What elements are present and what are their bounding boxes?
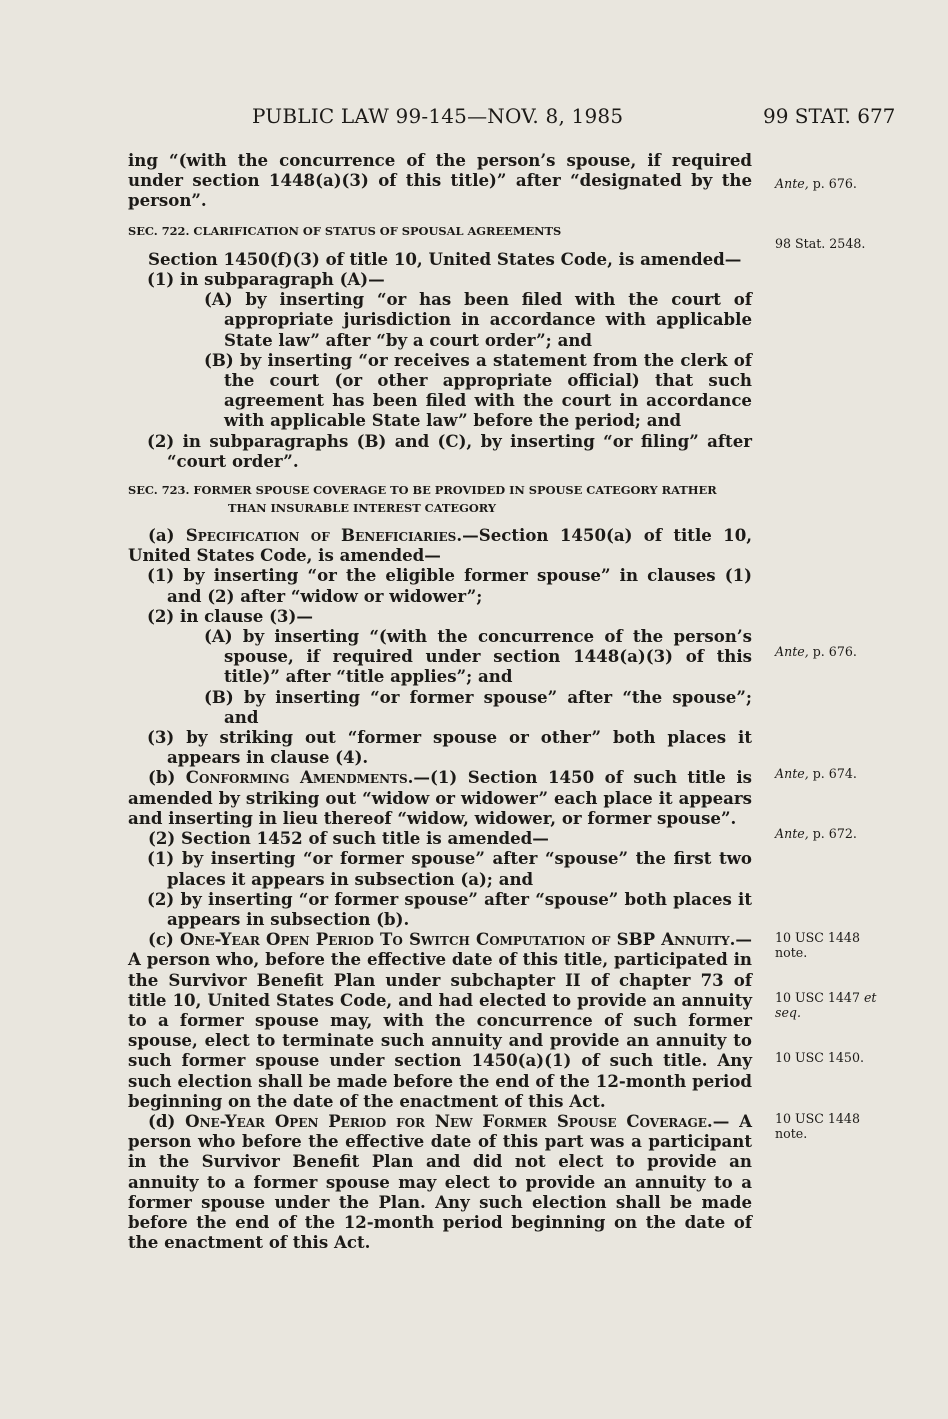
list-item: (1) by inserting “or former spouse” after “spouse” the first two places it appears in subsection (a); and bbox=[147, 848, 752, 889]
list-item: (A) by inserting “or has been filed with the court of appropriate jurisdiction in accordance with applicable State law” after “by a court order”; and bbox=[204, 289, 752, 350]
paragraph bbox=[128, 929, 752, 1111]
subsection-number: (d) bbox=[148, 1110, 186, 1131]
margin-note: Ante, p. 674. bbox=[775, 766, 857, 781]
body-text bbox=[128, 150, 752, 1252]
paragraph: (a) Specification of Beneficiaries.—Section 1450(a) of title 10, United States Code, is amended— bbox=[128, 525, 753, 566]
paragraph: (2) Section 1452 of such title is amended— bbox=[148, 828, 549, 849]
margin-note: Ante, p. 676. bbox=[775, 176, 857, 191]
margin-note: 10 USC 1450. bbox=[775, 1050, 864, 1065]
margin-note: 10 USC 1448 note. bbox=[775, 1111, 860, 1141]
paragraph: ing “(with the concurrence of the person’s spouse, if required under section 1448(a)(3) of this title)” after “designated by the person”. bbox=[128, 150, 752, 211]
subsection-heading: Specification of Beneficiaries. bbox=[185, 525, 463, 546]
margin-note: Ante, p. 676. bbox=[775, 644, 857, 659]
list-item: (B) by inserting “or former spouse” after “the spouse”; and bbox=[204, 686, 752, 727]
subsection-number: (b) bbox=[148, 767, 186, 788]
list-item: (3) by striking out “former spouse or other” both places it appears in clause (4). bbox=[147, 727, 752, 768]
subsection-heading: Conforming Amendments. bbox=[185, 767, 414, 788]
list-item: (1) in subparagraph (A)— bbox=[147, 269, 385, 290]
section-heading-723: SEC. 723. FORMER SPOUSE COVERAGE TO BE PROVIDED IN SPOUSE CATEGORY RATHER THAN INSURABLE INTEREST CATEGORY bbox=[128, 483, 717, 516]
paragraph bbox=[128, 767, 752, 828]
margin-note: 98 Stat. 2548. bbox=[775, 236, 866, 251]
paragraph: Section 1450(f)(3) of title 10, United States Code, is amended— bbox=[148, 248, 742, 269]
subsection-number: (a) bbox=[148, 525, 186, 546]
list-item: (2) in subparagraphs (B) and (C), by inserting “or filing” after “court order”. bbox=[147, 430, 752, 471]
running-header: PUBLIC LAW 99-145—NOV. 8, 1985 bbox=[252, 104, 624, 128]
margin-note: Ante, p. 672. bbox=[775, 826, 857, 841]
page-number: 99 STAT. 677 bbox=[763, 104, 896, 128]
section-heading-722: SEC. 722. CLARIFICATION OF STATUS OF SPOUSAL AGREEMENTS bbox=[128, 223, 562, 238]
subsection-heading: One-Year Open Period To Switch Computation of SBP Annuity. bbox=[179, 929, 736, 950]
list-item: (B) by inserting “or receives a statement from the clerk of the court (or other appropriate official) that such agreement has been filed with the court in accordance with applicable State law” before the period; and bbox=[204, 349, 752, 431]
paragraph bbox=[128, 1111, 752, 1252]
list-item: (A) by inserting “(with the concurrence of the person’s spouse, if required under section 1448(a)(3) of this title)” after “title applies”; and bbox=[204, 626, 752, 687]
subsection-number: (c) bbox=[148, 929, 180, 950]
paragraph-text: Section 1450(a) of title 10, United States Code, is amended— bbox=[128, 525, 753, 566]
subsection-heading: One-Year Open Period for New Former Spouse Coverage.— bbox=[185, 1110, 730, 1131]
list-item: (2) in clause (3)— bbox=[147, 605, 313, 626]
paragraph-text: —A person who, before the effective date of this title, participated in the Survivor Benefit Plan under subchapter II of chapter 73 of title 10, United States Code, and had elected to provide an annuity to a former spouse may, with the concurrence of such former spouse, elect to terminate such annuity and provide an annuity to such former spouse under section 1450(a)(1) of such title. Any such election shall be made before the end of the 12-month period beginning on the date of the enactment of this Act. bbox=[128, 929, 752, 1111]
list-item: (2) by inserting “or former spouse” after “spouse” both places it appears in subsection (b). bbox=[147, 888, 752, 929]
paragraph-text: A person who before the effective date of this part was a participant in the Survivor Benefit Plan and did not elect to provide an annuity to a former spouse may elect to provide an annuity to a former spouse under the Plan. Any such election shall be made before the end of the 12-month period beginning on the date of the enactment of this Act. bbox=[128, 1110, 752, 1253]
list-item: (1) by inserting “or the eligible former spouse” in clauses (1) and (2) after “widow or widower”; bbox=[147, 565, 752, 606]
margin-note: 10 USC 1447 et seq. bbox=[775, 990, 877, 1020]
paragraph-text: —(1) Section 1450 of such title is amended by striking out “widow or widower” each place it appears and inserting in lieu thereof “widow, widower, or former spouse”. bbox=[128, 767, 752, 828]
margin-note: 10 USC 1448 note. bbox=[775, 930, 860, 960]
